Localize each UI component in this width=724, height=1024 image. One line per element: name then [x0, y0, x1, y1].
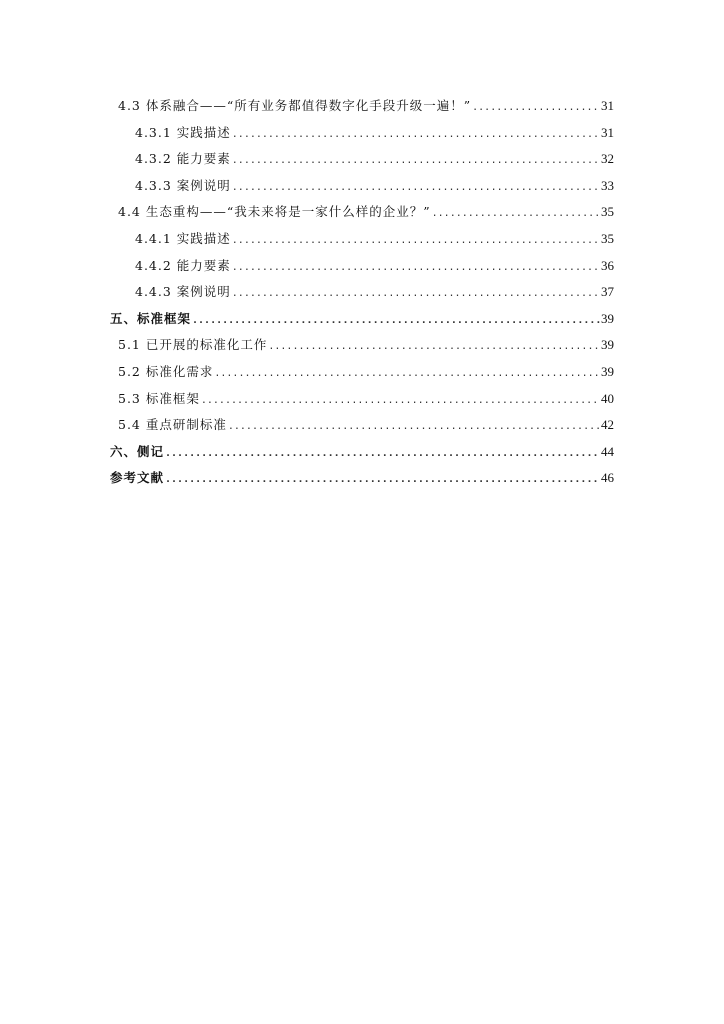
toc-entry-4-4-1[interactable]	[110, 226, 614, 253]
toc-page-number: 31	[601, 124, 614, 140]
toc-dot-leader	[214, 361, 600, 388]
toc-page-number: 39	[601, 363, 614, 379]
toc-dot-leader	[232, 228, 600, 255]
toc-entry-4-4[interactable]	[110, 199, 614, 226]
toc-entry-title: 5.4 重点研制标准	[118, 417, 227, 433]
toc-page-number: 31	[601, 98, 614, 113]
toc-entry-4-3-1[interactable]	[110, 120, 614, 147]
toc-page-number: 39	[601, 337, 614, 353]
toc-dot-leader	[232, 122, 600, 149]
toc-entry-4-3-3[interactable]	[110, 173, 614, 200]
toc-entry-chapter-6[interactable]	[110, 439, 614, 466]
toc-entry-4-4-3[interactable]	[110, 279, 614, 306]
toc-entry-title: 5.3 标准框架	[118, 390, 200, 406]
toc-page-number: 44	[601, 443, 614, 459]
toc-dot-leader	[432, 201, 600, 228]
toc-page-number: 40	[601, 390, 614, 406]
toc-dot-leader	[201, 388, 600, 415]
toc-entry-title: 4.3.1 实践描述	[135, 124, 231, 140]
toc-entry-references[interactable]	[110, 465, 614, 492]
toc-entry-title: 4.3.3 案例说明	[135, 177, 231, 193]
toc-entry-5-3[interactable]	[110, 386, 614, 413]
toc-entry-title: 4.4.2 能力要素	[135, 257, 231, 273]
toc-entry-chapter-5[interactable]	[110, 306, 614, 333]
toc-dot-leader	[192, 308, 600, 335]
toc-page-number: 32	[601, 151, 614, 167]
toc-entry-4-3-2[interactable]	[110, 146, 614, 173]
toc-entry-title: 5.1 已开展的标准化工作	[118, 337, 268, 353]
toc-dot-leader	[228, 414, 600, 441]
toc-dot-leader	[232, 175, 600, 202]
toc-page-number: 42	[601, 417, 614, 433]
toc-entry-5-1[interactable]	[110, 332, 614, 359]
toc-entry-title: 4.3.2 能力要素	[135, 151, 231, 167]
toc-entry-title: 4.3 体系融合——“所有业务都值得数字化手段升级一遍！”	[118, 98, 472, 113]
toc-page-number: 36	[601, 257, 614, 273]
toc-dot-leader	[232, 148, 600, 175]
toc-entry-title: 4.4.1 实践描述	[135, 230, 231, 246]
toc-entry-title: 六、侧记	[110, 443, 165, 459]
toc-entry-title: 4.4 生态重构——“我未来将是一家什么样的企业？”	[118, 204, 431, 220]
toc-page-number: 33	[601, 177, 614, 193]
toc-entry-title: 五、标准框架	[110, 310, 192, 326]
toc-page-number: 35	[601, 230, 614, 246]
toc-page-number: 35	[601, 204, 614, 220]
toc-dot-leader	[165, 441, 600, 468]
toc-entry-title: 参考文献	[110, 470, 165, 486]
toc-page-number: 46	[601, 470, 614, 486]
toc-dot-leader	[472, 95, 600, 122]
toc-entry-5-4[interactable]	[110, 412, 614, 439]
toc-dot-leader	[268, 334, 600, 361]
table-of-contents	[110, 93, 614, 492]
toc-page-number: 37	[601, 284, 614, 300]
toc-entry-title: 4.4.3 案例说明	[135, 284, 231, 300]
toc-dot-leader	[232, 281, 600, 308]
toc-dot-leader	[232, 255, 600, 282]
toc-dot-leader	[165, 467, 600, 494]
toc-page-number: 39	[601, 310, 614, 326]
toc-entry-title: 5.2 标准化需求	[118, 363, 214, 379]
toc-entry-4-3[interactable]	[110, 93, 614, 120]
toc-entry-4-4-2[interactable]	[110, 253, 614, 280]
toc-entry-5-2[interactable]	[110, 359, 614, 386]
